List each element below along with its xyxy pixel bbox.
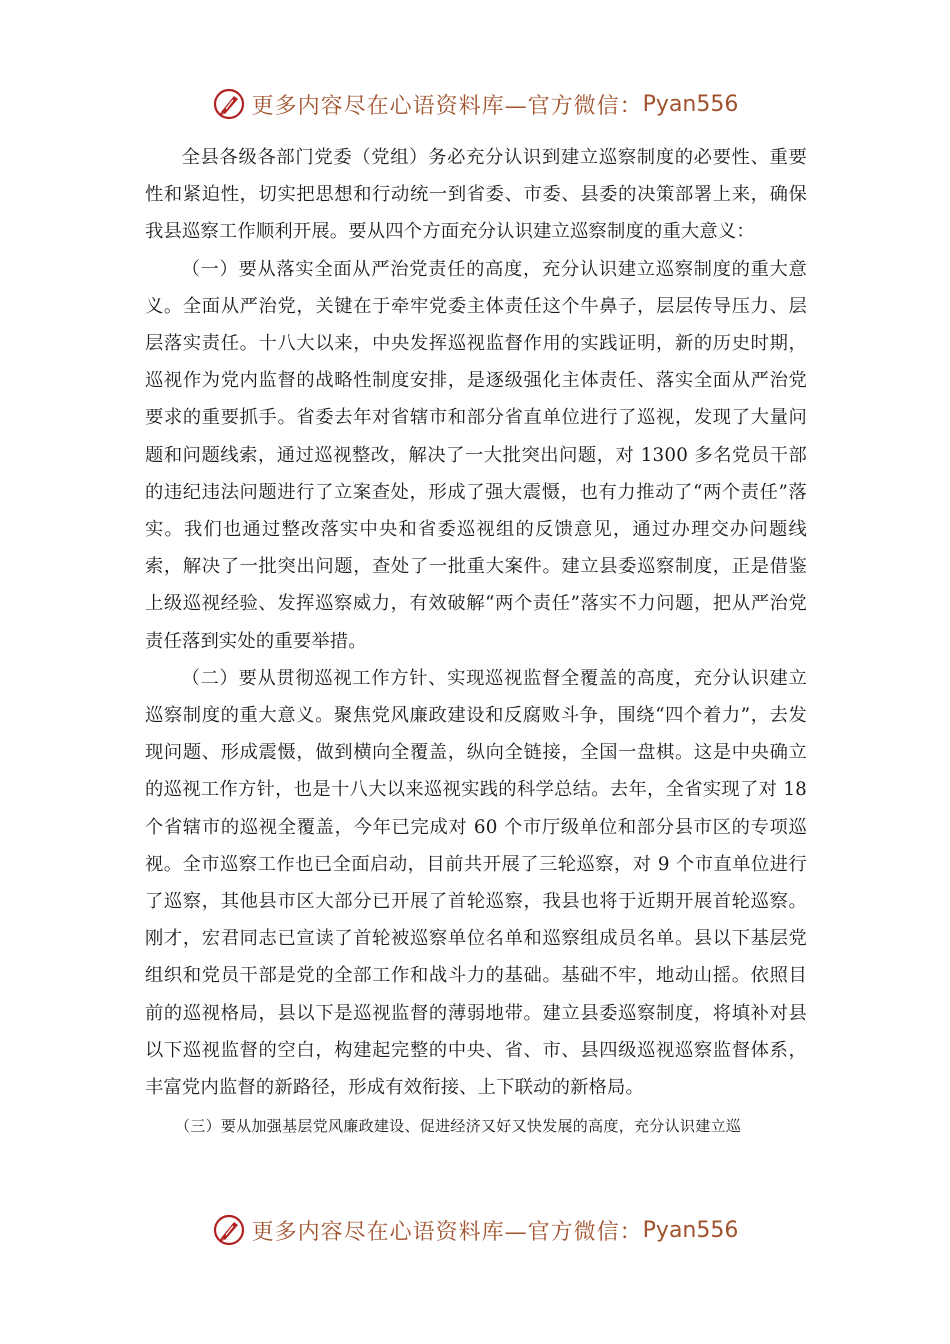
pen-nib-logo-icon [212,1213,246,1247]
watermark-wechat-id: Pyan556 [642,91,739,117]
pen-nib-logo-icon [212,87,246,121]
paragraph-point-1: （一）要从落实全面从严治党责任的高度，充分认识建立巡察制度的重大意义。全面从严治党，关键在于牵牢党委主体责任这个牛鼻子，层层传导压力、层层落实责任。十八大以来，中央发挥巡视监督作用的实践证明，新的历史时期，巡视作为党内监督的战略性制度安排，是逐级强化主体责任、落实全面从严治党要求的重要抓手。省委去年对省辖市和部分省直单位进行了巡视，发现了大量问题和问题线索，通过巡视整改，解决了一大批突出问题，对 1300 多名党员干部的违纪违法问题进行了立案查处，形成了强大震慑，也有力推动了“两个责任”落实。我们也通过整改落实中央和省委巡视组的反馈意见，通过办理交办问题线索，解决了一批突出问题，查处了一批重大案件。建立县委巡察制度，正是借鉴上级巡视经验、发挥巡察威力，有效破解“两个责任”落实不力问题，把从严治党责任落到实处的重要举措。 [145,258,807,652]
watermark-text: 更多内容尽在心语资料库—官方微信： [251,93,643,119]
document-body [145,139,807,1140]
watermark-text: 更多内容尽在心语资料库—官方微信： [251,1219,643,1245]
footer-watermark [0,1210,950,1250]
header-watermark [0,84,950,124]
watermark-wechat-id: Pyan556 [642,1217,739,1243]
paragraph-point-3: （三）要从加强基层党风廉政建设、促进经济又好又快发展的高度，充分认识建立巡 [175,1117,742,1136]
paragraph-intro: 全县各级各部门党委（党组）务必充分认识到建立巡察制度的必要性、重要性和紧迫性，切实把思想和行动统一到省委、市委、县委的决策部署上来，确保我县巡察工作顺利开展。要从四个方面充分认识建立巡察制度的重大意义： [145,147,807,243]
paragraph-point-2: （二）要从贯彻巡视工作方针、实现巡视监督全覆盖的高度，充分认识建立巡察制度的重大意义。聚焦党风廉政建设和反腐败斗争，围绕“四个着力”，去发现问题、形成震慑，做到横向全覆盖，纵向全链接，全国一盘棋。这是中央确立的巡视工作方针，也是十八大以来巡视实践的科学总结。去年，全省实现了对 18 个省辖市的巡视全覆盖，今年已完成对 60 个市厅级单位和部分县市区的专项巡视。全市巡察工作也已全面启动，目前共开展了三轮巡察，对 9 个市直单位进行了巡察，其他县市区大部分已开展了首轮巡察，我县也将于近期开展首轮巡察。刚才，宏君同志已宣读了首轮被巡察单位名单和巡察组成员名单。县以下基层党组织和党员干部是党的全部工作和战斗力的基础。基础不牢，地动山摇。依照目前的巡视格局，县以下是巡视监督的薄弱地带。建立县委巡察制度，将填补对县以下巡视监督的空白，构建起完整的中央、省、市、县四级巡视巡察监督体系，丰富党内监督的新路径，形成有效衔接、上下联动的新格局。 [145,667,807,1099]
